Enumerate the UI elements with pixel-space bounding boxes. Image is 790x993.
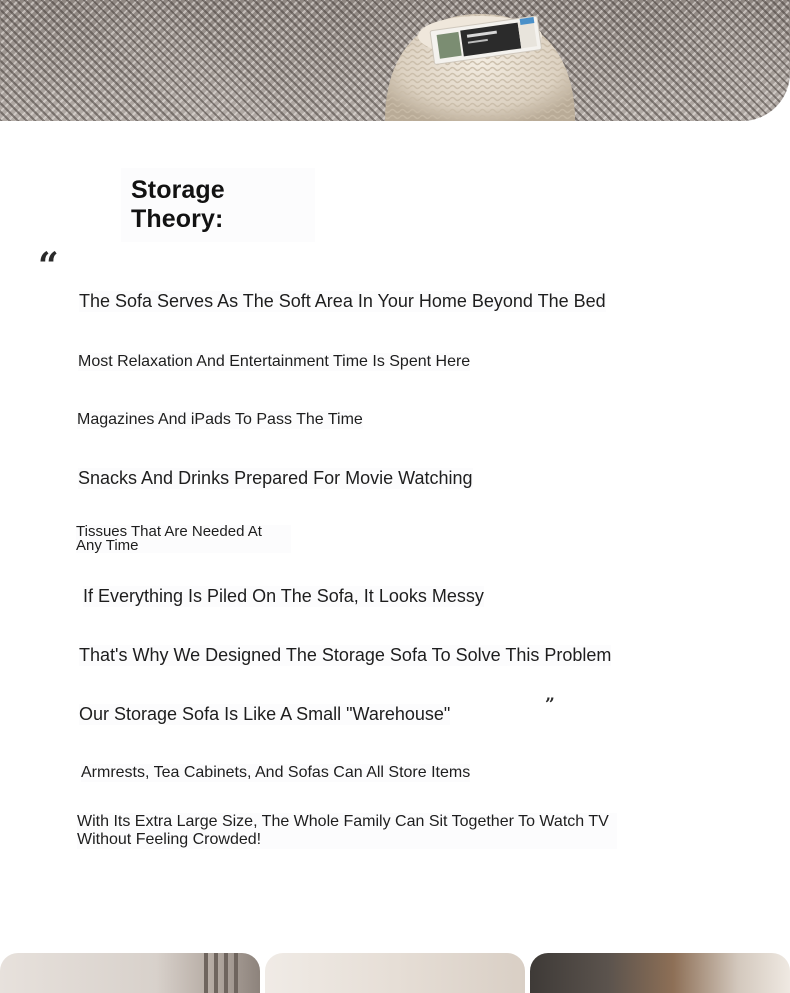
text-line: Magazines And iPads To Pass The Time	[77, 411, 363, 428]
rope-pouf-icon	[0, 0, 790, 121]
slat-decoration	[214, 953, 218, 993]
sofa-thumbnail-1[interactable]	[0, 953, 260, 993]
sofa-thumbnail-3[interactable]	[530, 953, 790, 993]
text-line: That's Why We Designed The Storage Sofa To Solve This Problem	[79, 645, 612, 665]
text-line: Our Storage Sofa Is Like A Small "Warehouse"	[79, 704, 451, 724]
text-line: Tissues That Are Needed At Any Time	[76, 525, 291, 553]
text-line: The Sofa Serves As The Soft Area In Your Home Beyond The Bed	[79, 291, 606, 311]
slat-decoration	[224, 953, 228, 993]
open-quote-icon: “	[38, 245, 59, 287]
slat-decoration	[234, 953, 238, 993]
hero-image	[0, 0, 790, 121]
text-line: With Its Extra Large Size, The Whole Family Can Sit Together To Watch TV Without Feeling Crowded!	[77, 813, 617, 849]
close-quote-icon: ”	[545, 695, 555, 715]
text-line: Snacks And Drinks Prepared For Movie Watching	[78, 468, 473, 488]
section-heading: Storage Theory:	[121, 168, 315, 242]
text-line: Armrests, Tea Cabinets, And Sofas Can All Store Items	[81, 764, 471, 781]
text-line: Most Relaxation And Entertainment Time Is Spent Here	[78, 353, 471, 370]
text-line: If Everything Is Piled On The Sofa, It Looks Messy	[83, 586, 484, 606]
slat-decoration	[204, 953, 208, 993]
sofa-thumbnail-2[interactable]	[265, 953, 525, 993]
